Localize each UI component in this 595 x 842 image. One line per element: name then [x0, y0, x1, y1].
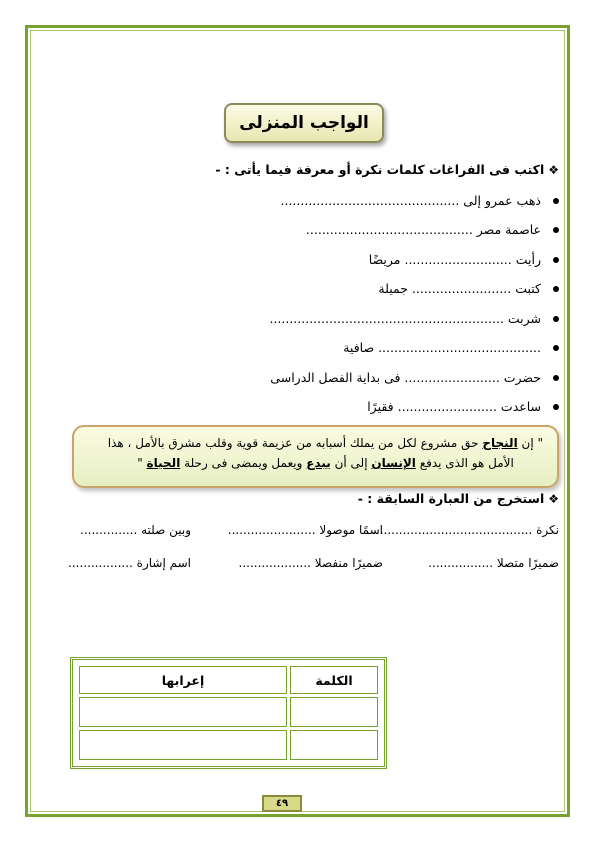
table-header-row	[79, 666, 378, 694]
quote-text: ويعمل ويمضى فى رحلة	[184, 456, 303, 470]
table-cell-word[interactable]	[290, 730, 378, 760]
fill-item	[367, 399, 559, 414]
keyword-hayat: الحياة	[146, 456, 181, 470]
extract-field[interactable]: اسم إشارة .................	[68, 556, 191, 570]
section2-instruction	[358, 491, 559, 506]
fill-item	[269, 311, 559, 326]
fill-item-text[interactable]: ......................................... صافية	[343, 340, 541, 355]
quote-text: حق مشروع لكل من يملك أسبابه من عزيمة قوية وقلب مشرق بالأمل ، هذا	[107, 436, 479, 450]
bullet-icon	[553, 198, 559, 204]
page-title	[224, 103, 384, 143]
quote-text: إلى أن	[334, 456, 368, 470]
fill-item	[343, 340, 559, 355]
bullet-icon	[553, 404, 559, 410]
bullet-icon	[553, 316, 559, 322]
bullet-icon	[553, 286, 559, 292]
fill-item-text[interactable]: ذهب عمرو إلى .............................................	[280, 193, 541, 208]
fill-item	[378, 281, 559, 296]
extract-field[interactable]: نكرة ..........................................	[372, 523, 559, 537]
fill-item	[270, 370, 559, 385]
keyword-yubdi: يبدع	[306, 456, 331, 470]
keyword-najah: النجاح	[482, 436, 518, 450]
fill-item-text[interactable]: رأيت ........................... مريضًا	[368, 252, 541, 267]
section1-instruction	[215, 162, 559, 177]
quote-close: "	[137, 456, 143, 470]
extract-field[interactable]: ضميرًا متصلا .................	[428, 556, 559, 570]
fill-item	[306, 222, 559, 237]
fill-item-text[interactable]: ساعدت ......................... فقيرًا	[367, 399, 541, 414]
table-row	[79, 730, 378, 760]
diamond-bullet-icon: ❖	[548, 491, 559, 506]
table-cell-parsing[interactable]	[79, 697, 287, 727]
quote-open: " إن	[521, 436, 543, 450]
bullet-icon	[553, 345, 559, 351]
page-number: ٤٩	[262, 795, 302, 812]
fill-item-text[interactable]: كتبت ......................... جميلة	[378, 281, 541, 296]
fill-item	[281, 193, 559, 208]
fill-item-text[interactable]: شربت ...........................................................	[269, 311, 541, 326]
extract-field[interactable]: ضميرًا منفصلا ...................	[238, 556, 383, 570]
parsing-table	[70, 657, 387, 769]
quote-line-2	[88, 453, 543, 473]
extract-field[interactable]: اسمًا موصولا .......................	[227, 523, 383, 537]
fill-item-text[interactable]: عاصمة مصر ..........................................	[305, 222, 541, 237]
page-title-text: الواجب المنزلى	[239, 113, 369, 133]
bullet-icon	[553, 227, 559, 233]
header-parsing: إعرابها	[79, 666, 287, 694]
bullet-icon	[553, 257, 559, 263]
header-word: الكلمة	[290, 666, 378, 694]
extract-field[interactable]: وبين صلته ...............	[80, 523, 191, 537]
table-row	[79, 697, 378, 727]
fill-item-text[interactable]: حضرت ........................ فى بداية الفصل الدراسى	[270, 370, 541, 385]
diamond-bullet-icon: ❖	[548, 162, 559, 177]
quote-line-1	[88, 433, 543, 453]
keyword-insan: الإنسان	[371, 456, 416, 470]
bullet-icon	[553, 375, 559, 381]
section2-instruction-text: استخرج من العبارة السابقة : -	[357, 491, 545, 506]
table-cell-parsing[interactable]	[79, 730, 287, 760]
section1-instruction-text: اكتب فى الفراغات كلمات نكرة أو معرفة فيما يأتى : -	[215, 162, 545, 177]
fill-item	[369, 252, 559, 267]
quote-passage	[72, 425, 559, 488]
quote-text: الأمل هو الذى يدفع	[419, 456, 514, 470]
table-cell-word[interactable]	[290, 697, 378, 727]
